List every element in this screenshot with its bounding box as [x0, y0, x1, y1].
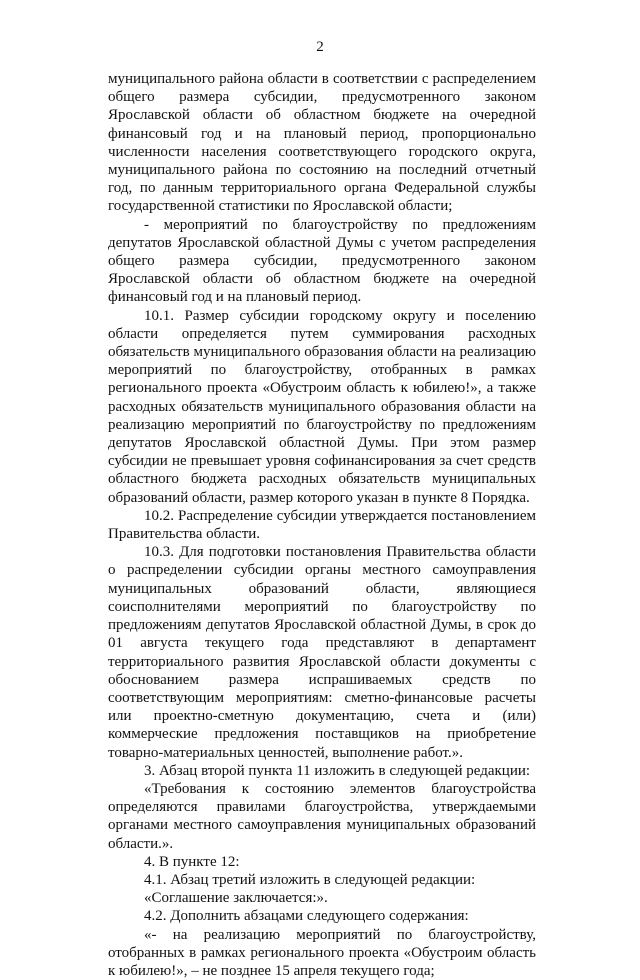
- paragraph-deputies-measures: - мероприятий по благоустройству по предложениям депутатов Ярославской областной Думы с учетом распределения общего размера субсидии, предусмотренного законом Ярославской области об областном бюджете на очередной финансовый год и на плановый период.: [108, 216, 536, 306]
- document-body: [108, 70, 536, 980]
- paragraph-requirements: «Требования к состоянию элементов благоустройства определяются правилами благоустройства, утверждаемыми органами местного самоуправления муниципальных образований области.».: [108, 780, 536, 852]
- paragraph-item-4-2: 4.2. Дополнить абзацами следующего содержания:: [144, 908, 469, 925]
- paragraph-item-4-1: 4.1. Абзац третий изложить в следующей редакции:: [144, 871, 476, 888]
- paragraph-10-2: 10.2. Распределение субсидии утверждается постановлением Правительства области.: [108, 507, 536, 543]
- paragraph-agreement: «Соглашение заключается:».: [144, 890, 328, 907]
- paragraph-10-1: 10.1. Размер субсидии городскому округу и поселению области определяется путем суммирования расходных обязательств муниципального образования области на реализацию мероприятий по благоустройству, отобранных в рамках регионального проекта «Обустроим область к юбилею!», а также расходных обязательств муниципального образования области на реализацию мероприятий по благоустройству по предложениям депутатов Ярославской областной Думы. При этом размер субсидии не превышает уровня софинансирования за счет средств областного бюджета расходных обязательств муниципальных образований области, размер которого указан в пункте 8 Порядка.: [108, 307, 536, 506]
- paragraph-deadline: «- на реализацию мероприятий по благоустройству, отобранных в рамках регионального проекта «Обустроим область к юбилею!», – не позднее 15 апреля текущего года;: [108, 926, 536, 979]
- paragraph-10-3: 10.3. Для подготовки постановления Правительства области о распределении субсидии органы местного самоуправления муниципальных образований области, являющиеся соисполнителями мероприятий по благоустройству по предложениям депутатов Ярославской областной Думы, в срок до 01 августа текущего года представляют в департамент территориального развития Ярославской области документы с обоснованием размера испрашиваемых средств по соответствующим мероприятиям: сметно-финансовые расчеты или проектно-сметную документацию, счета и (или) коммерческие предложения поставщиков на приобретение товарно-материальных ценностей, выполнение работ.».: [108, 544, 536, 761]
- paragraph-item-3: 3. Абзац второй пункта 11 изложить в следующей редакции:: [144, 762, 531, 779]
- paragraph-item-4: 4. В пункте 12:: [144, 853, 240, 870]
- paragraph-continuation: муниципального района области в соответствии с распределением общего размера субсидии, предусмотренного законом Ярославской области об областном бюджете на очередной финансовый год и на плановый период, пропорционально численности населения соответствующего городского округа, муниципального района по состоянию на последний отчетный год, по данным территориального органа Федеральной службы государственной статистики по Ярославской области;: [108, 71, 536, 215]
- page-number: 2: [316, 39, 324, 55]
